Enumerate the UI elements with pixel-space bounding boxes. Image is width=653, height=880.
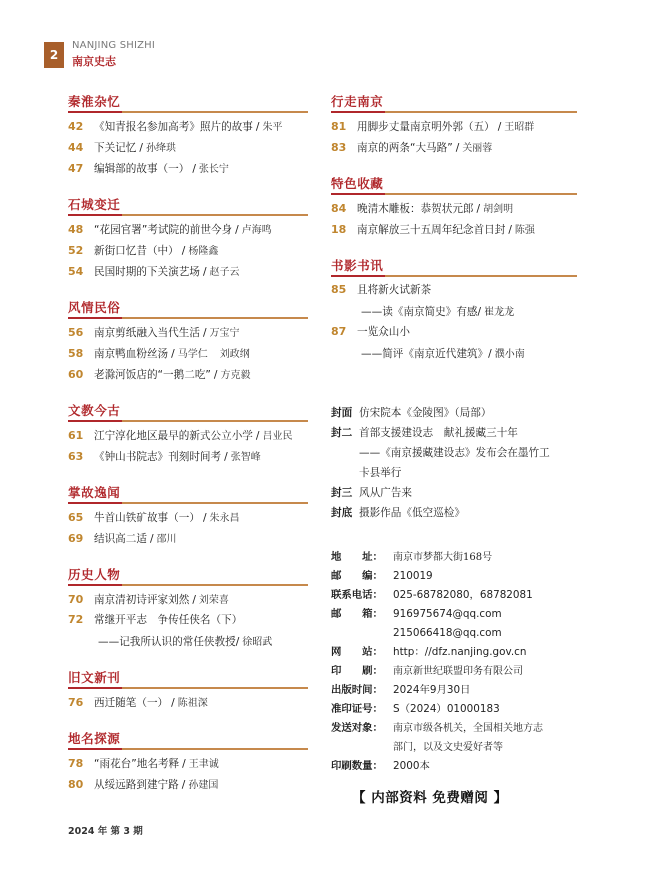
section-rule	[68, 317, 308, 319]
info-value-continued: 215066418@qq.com	[393, 627, 502, 639]
entry-page: 72	[68, 613, 84, 626]
entry-page: 84	[331, 202, 347, 215]
toc-entry[interactable]	[68, 427, 308, 448]
brand-chinese: 南京史志	[72, 55, 116, 68]
section-rule	[68, 214, 308, 216]
entry-author: 马学仁	[177, 349, 208, 360]
section-header	[68, 563, 308, 585]
toc-entry[interactable]	[68, 324, 308, 345]
toc-entry[interactable]	[68, 755, 308, 776]
entry-author: 吕业民	[262, 431, 293, 442]
entry-page: 60	[68, 368, 84, 381]
entry-author: 张长宁	[198, 164, 229, 175]
cover-text: 仿宋院本《金陵图》（局部）	[359, 407, 492, 419]
section-title: 特色收藏	[331, 176, 384, 191]
toc-entry[interactable]	[68, 345, 308, 366]
cover-text: 摄影作品《低空巡检》	[359, 507, 465, 519]
info-value: 南京新世纪联盟印务有限公司	[393, 666, 523, 677]
info-row	[331, 681, 581, 700]
cover-row	[331, 403, 581, 423]
entry-subtitle: ——记我所认识的常任侠教授	[98, 636, 236, 648]
section-rule	[68, 748, 308, 750]
cover-row	[331, 483, 581, 503]
section-rule	[331, 193, 577, 195]
toc-entry[interactable]	[331, 139, 577, 160]
toc-left-column	[68, 90, 308, 809]
entry-author: 张智峰	[230, 452, 261, 463]
toc-section	[331, 254, 577, 366]
entry-page: 69	[68, 532, 84, 545]
free-distribution-notice: 【 内部资料 免费赠阅 】	[352, 790, 508, 806]
info-label: 印刷数量：	[331, 760, 383, 772]
entry-author: 卢海鸣	[241, 225, 272, 236]
entry-title: 晚清木雕板：恭贺状元郎	[357, 203, 474, 215]
slash-separator: /	[235, 636, 240, 648]
entry-author: 杨隆鑫	[188, 246, 219, 257]
info-label: 出版时间：	[331, 684, 383, 696]
info-value: 025-68782080，68782081	[393, 589, 533, 601]
cover-label: 封底	[331, 507, 353, 519]
toc-entry[interactable]	[68, 448, 308, 469]
entry-title: 结识高二适	[94, 533, 147, 545]
section-title: 旧文新刊	[68, 670, 121, 685]
entry-subtitle: ——读《南京简史》有感	[361, 306, 478, 318]
entry-title: 常继开平志 争传任侠名（下）	[94, 614, 243, 626]
entry-title: 南京鸭血粉丝汤	[94, 348, 169, 360]
slash-separator: /	[255, 121, 260, 133]
entry-author: 陈强	[514, 225, 535, 236]
section-rule	[68, 584, 308, 586]
entry-title: 南京清初诗评家刘然	[94, 594, 190, 606]
info-row	[331, 719, 581, 738]
entry-page: 76	[68, 696, 84, 709]
slash-separator: /	[455, 142, 460, 154]
entry-author: 胡剑明	[483, 204, 514, 215]
entry-title: 用脚步丈量南京明外郭（五）	[357, 121, 495, 133]
info-value: S（2024）01000183	[393, 703, 500, 715]
entry-author: 王聿诚	[188, 759, 219, 770]
info-value: 210019	[393, 570, 433, 582]
entry-page: 47	[68, 162, 84, 175]
section-header	[68, 193, 308, 215]
entry-page: 87	[331, 325, 347, 338]
slash-separator: /	[171, 697, 175, 709]
slash-separator: /	[181, 779, 186, 791]
toc-entry[interactable]	[68, 530, 308, 551]
toc-entry[interactable]	[331, 221, 577, 242]
entry-page: 65	[68, 511, 84, 524]
section-rule	[68, 111, 308, 113]
entry-page: 56	[68, 326, 84, 339]
toc-section	[68, 563, 308, 654]
entry-page: 80	[68, 778, 84, 791]
info-label: 发送对象：	[331, 722, 383, 734]
section-header	[68, 666, 308, 688]
cover-description	[331, 403, 581, 523]
entry-page: 70	[68, 593, 84, 606]
entry-title: 南京剪纸融入当代生活	[94, 327, 200, 339]
slash-separator: /	[488, 348, 492, 360]
entry-author: 赵子云	[209, 267, 240, 278]
slash-separator: /	[181, 245, 186, 257]
entry-title: 《知青报名参加高考》照片的故事	[94, 121, 253, 133]
toc-entry[interactable]	[331, 282, 577, 303]
entry-author: 孙绛珙	[145, 143, 176, 154]
toc-entry[interactable]	[68, 118, 308, 139]
slash-separator: /	[477, 306, 482, 318]
info-label: 印 刷：	[331, 665, 383, 677]
toc-entry[interactable]	[68, 591, 308, 612]
info-row	[331, 567, 581, 586]
section-header	[68, 399, 308, 421]
info-row	[331, 757, 581, 776]
entry-author-2: 刘政纲	[219, 349, 250, 360]
toc-entry[interactable]	[68, 776, 308, 797]
toc-section	[68, 666, 308, 715]
entry-page: 83	[331, 141, 347, 154]
slash-separator: /	[255, 430, 260, 442]
toc-entry[interactable]	[68, 263, 308, 284]
section-header	[331, 254, 577, 276]
section-header	[68, 296, 308, 318]
entry-page: 52	[68, 244, 84, 257]
toc-entry[interactable]	[68, 694, 308, 715]
section-header	[68, 727, 308, 749]
section-title: 行走南京	[331, 94, 384, 109]
slash-separator: /	[202, 327, 207, 339]
info-value: http：//dfz.nanjing.gov.cn	[393, 646, 527, 658]
toc-entry[interactable]	[68, 242, 308, 263]
toc-section	[331, 172, 577, 242]
info-row	[331, 586, 581, 605]
toc-entry[interactable]	[331, 200, 577, 221]
section-header	[331, 90, 577, 112]
section-rule	[331, 111, 577, 113]
toc-section	[68, 296, 308, 387]
info-row	[331, 700, 581, 719]
entry-author: 刘荣喜	[198, 595, 229, 606]
info-label: 联系电话：	[331, 589, 383, 601]
entry-page: 63	[68, 450, 84, 463]
entry-page: 42	[68, 120, 84, 133]
entry-author: 朱平	[262, 122, 283, 133]
slash-separator: /	[171, 348, 175, 360]
entry-title: 南京解放三十五周年纪念首日封	[357, 224, 506, 236]
toc-entry[interactable]	[331, 118, 577, 139]
slash-separator: /	[202, 266, 207, 278]
section-header	[68, 90, 308, 112]
cover-text-continued: ——《南京援藏建设志》发布会在墨竹工	[359, 447, 550, 459]
entry-page: 81	[331, 120, 347, 133]
info-row	[331, 662, 581, 681]
entry-author: 关丽蓉	[462, 143, 493, 154]
slash-separator: /	[139, 142, 143, 154]
info-row	[331, 605, 581, 624]
toc-right-column	[331, 90, 577, 378]
cover-label: 封三	[331, 487, 353, 499]
entry-subtitle: ——简评《南京近代建筑》	[361, 348, 489, 360]
section-title: 地名探源	[68, 731, 121, 746]
entry-page: 85	[331, 283, 347, 296]
entry-title: 新街口忆昔（中）	[94, 245, 179, 257]
entry-author: 万宝宁	[209, 328, 240, 339]
slash-separator: /	[224, 451, 228, 463]
cover-text-continued: 卡县举行	[359, 467, 402, 479]
section-header	[331, 172, 577, 194]
section-title: 文教今古	[68, 403, 121, 418]
brand-english: NANJING SHIZHI	[72, 40, 156, 51]
entry-title: 从绥远路到建宁路	[94, 779, 179, 791]
slash-separator: /	[202, 512, 207, 524]
entry-page: 18	[331, 223, 347, 236]
entry-subtitle-row	[331, 345, 577, 366]
entry-title: 南京的两条“大马路”	[357, 142, 453, 154]
section-title: 历史人物	[68, 567, 121, 582]
entry-title: 且将新火试新茶	[357, 284, 432, 296]
slash-separator: /	[497, 121, 502, 133]
entry-title: 牛首山铁矿故事（一）	[94, 512, 200, 524]
entry-title: 江宁淳化地区最早的新式公立小学	[94, 430, 253, 442]
toc-entry[interactable]	[68, 160, 308, 181]
section-header	[68, 481, 308, 503]
entry-page: 78	[68, 757, 84, 770]
entry-title: 西迁随笔（一）	[94, 697, 169, 709]
toc-section	[68, 193, 308, 284]
cover-text: 风从广告来	[359, 487, 412, 499]
entry-title: 一览众山小	[357, 326, 410, 338]
issue-footer: 2024 年 第 3 期	[68, 826, 143, 837]
entry-author: 孙建国	[188, 780, 219, 791]
entry-author: 王昭群	[504, 122, 535, 133]
section-rule	[68, 420, 308, 422]
entry-page: 54	[68, 265, 84, 278]
info-label: 准印证号：	[331, 703, 383, 715]
slash-separator: /	[182, 758, 186, 770]
info-label: 网 站：	[331, 646, 383, 658]
section-title: 石城变迁	[68, 197, 121, 212]
info-value: 南京市梦都大街168号	[393, 552, 493, 563]
cover-row	[331, 423, 581, 443]
entry-title: 民国时期的下关演艺场	[94, 266, 200, 278]
entry-author: 崔龙龙	[484, 307, 515, 318]
toc-section	[68, 399, 308, 469]
info-value: 南京市级各机关，全国相关地方志	[393, 723, 543, 734]
entry-page: 58	[68, 347, 84, 360]
entry-title: “雨花台”地名考释	[94, 758, 180, 770]
page-number: 2	[44, 42, 64, 68]
slash-separator: /	[235, 224, 239, 236]
section-rule	[68, 687, 308, 689]
toc-entry[interactable]	[68, 139, 308, 160]
entry-author: 方克毅	[220, 370, 251, 381]
toc-entry[interactable]	[68, 612, 308, 633]
cover-label: 封面	[331, 407, 353, 419]
toc-entry[interactable]	[68, 366, 308, 387]
section-rule	[68, 502, 308, 504]
section-title: 风情民俗	[68, 300, 121, 315]
entry-page: 44	[68, 141, 84, 154]
info-row	[331, 548, 581, 567]
entry-author: 徐昭武	[242, 637, 273, 648]
entry-subtitle-row	[68, 633, 308, 654]
info-value: 916975674@qq.com	[393, 608, 502, 620]
info-value: 2024年9月30日	[393, 684, 471, 696]
info-row	[331, 643, 581, 662]
entry-title: 老滁河饭店的“一鹅二吃”	[94, 369, 211, 381]
slash-separator: /	[213, 369, 218, 381]
slash-separator: /	[192, 594, 196, 606]
toc-section	[68, 90, 308, 181]
info-value-continued: 部门，以及文史爱好者等	[393, 742, 503, 753]
slash-separator: /	[476, 203, 481, 215]
section-title: 秦淮杂忆	[68, 94, 121, 109]
entry-title: “花园官署”考试院的前世今身	[94, 224, 233, 236]
toc-entry[interactable]	[331, 324, 577, 345]
entry-author: 朱永昌	[209, 513, 240, 524]
info-label: 邮 箱：	[331, 608, 383, 620]
publication-info	[331, 548, 581, 776]
entry-author: 陈祖深	[177, 698, 208, 709]
cover-row	[331, 503, 581, 523]
entry-title: 编辑部的故事（一）	[94, 163, 190, 175]
slash-separator: /	[508, 224, 512, 236]
entry-page: 61	[68, 429, 84, 442]
cover-label: 封二	[331, 427, 353, 439]
entry-title: 下关记忆	[94, 142, 137, 154]
entry-subtitle-row	[331, 303, 577, 324]
toc-section	[68, 481, 308, 551]
entry-page: 48	[68, 223, 84, 236]
toc-entry[interactable]	[68, 221, 308, 242]
info-label: 邮 编：	[331, 570, 383, 582]
info-label: 地 址：	[331, 551, 383, 563]
slash-separator: /	[192, 163, 196, 175]
entry-title: 《钟山书院志》刊刻时间考	[94, 451, 222, 463]
slash-separator: /	[149, 533, 154, 545]
entry-author: 濮小南	[494, 349, 525, 360]
toc-entry[interactable]	[68, 509, 308, 530]
info-value: 2000本	[393, 760, 430, 772]
section-title: 掌故逸闻	[68, 485, 121, 500]
toc-section	[331, 90, 577, 160]
section-rule	[331, 275, 577, 277]
section-title: 书影书讯	[331, 258, 384, 273]
entry-author: 邵川	[156, 534, 177, 545]
toc-section	[68, 727, 308, 797]
cover-text: 首部支援建设志 献礼援藏三十年	[359, 427, 518, 439]
